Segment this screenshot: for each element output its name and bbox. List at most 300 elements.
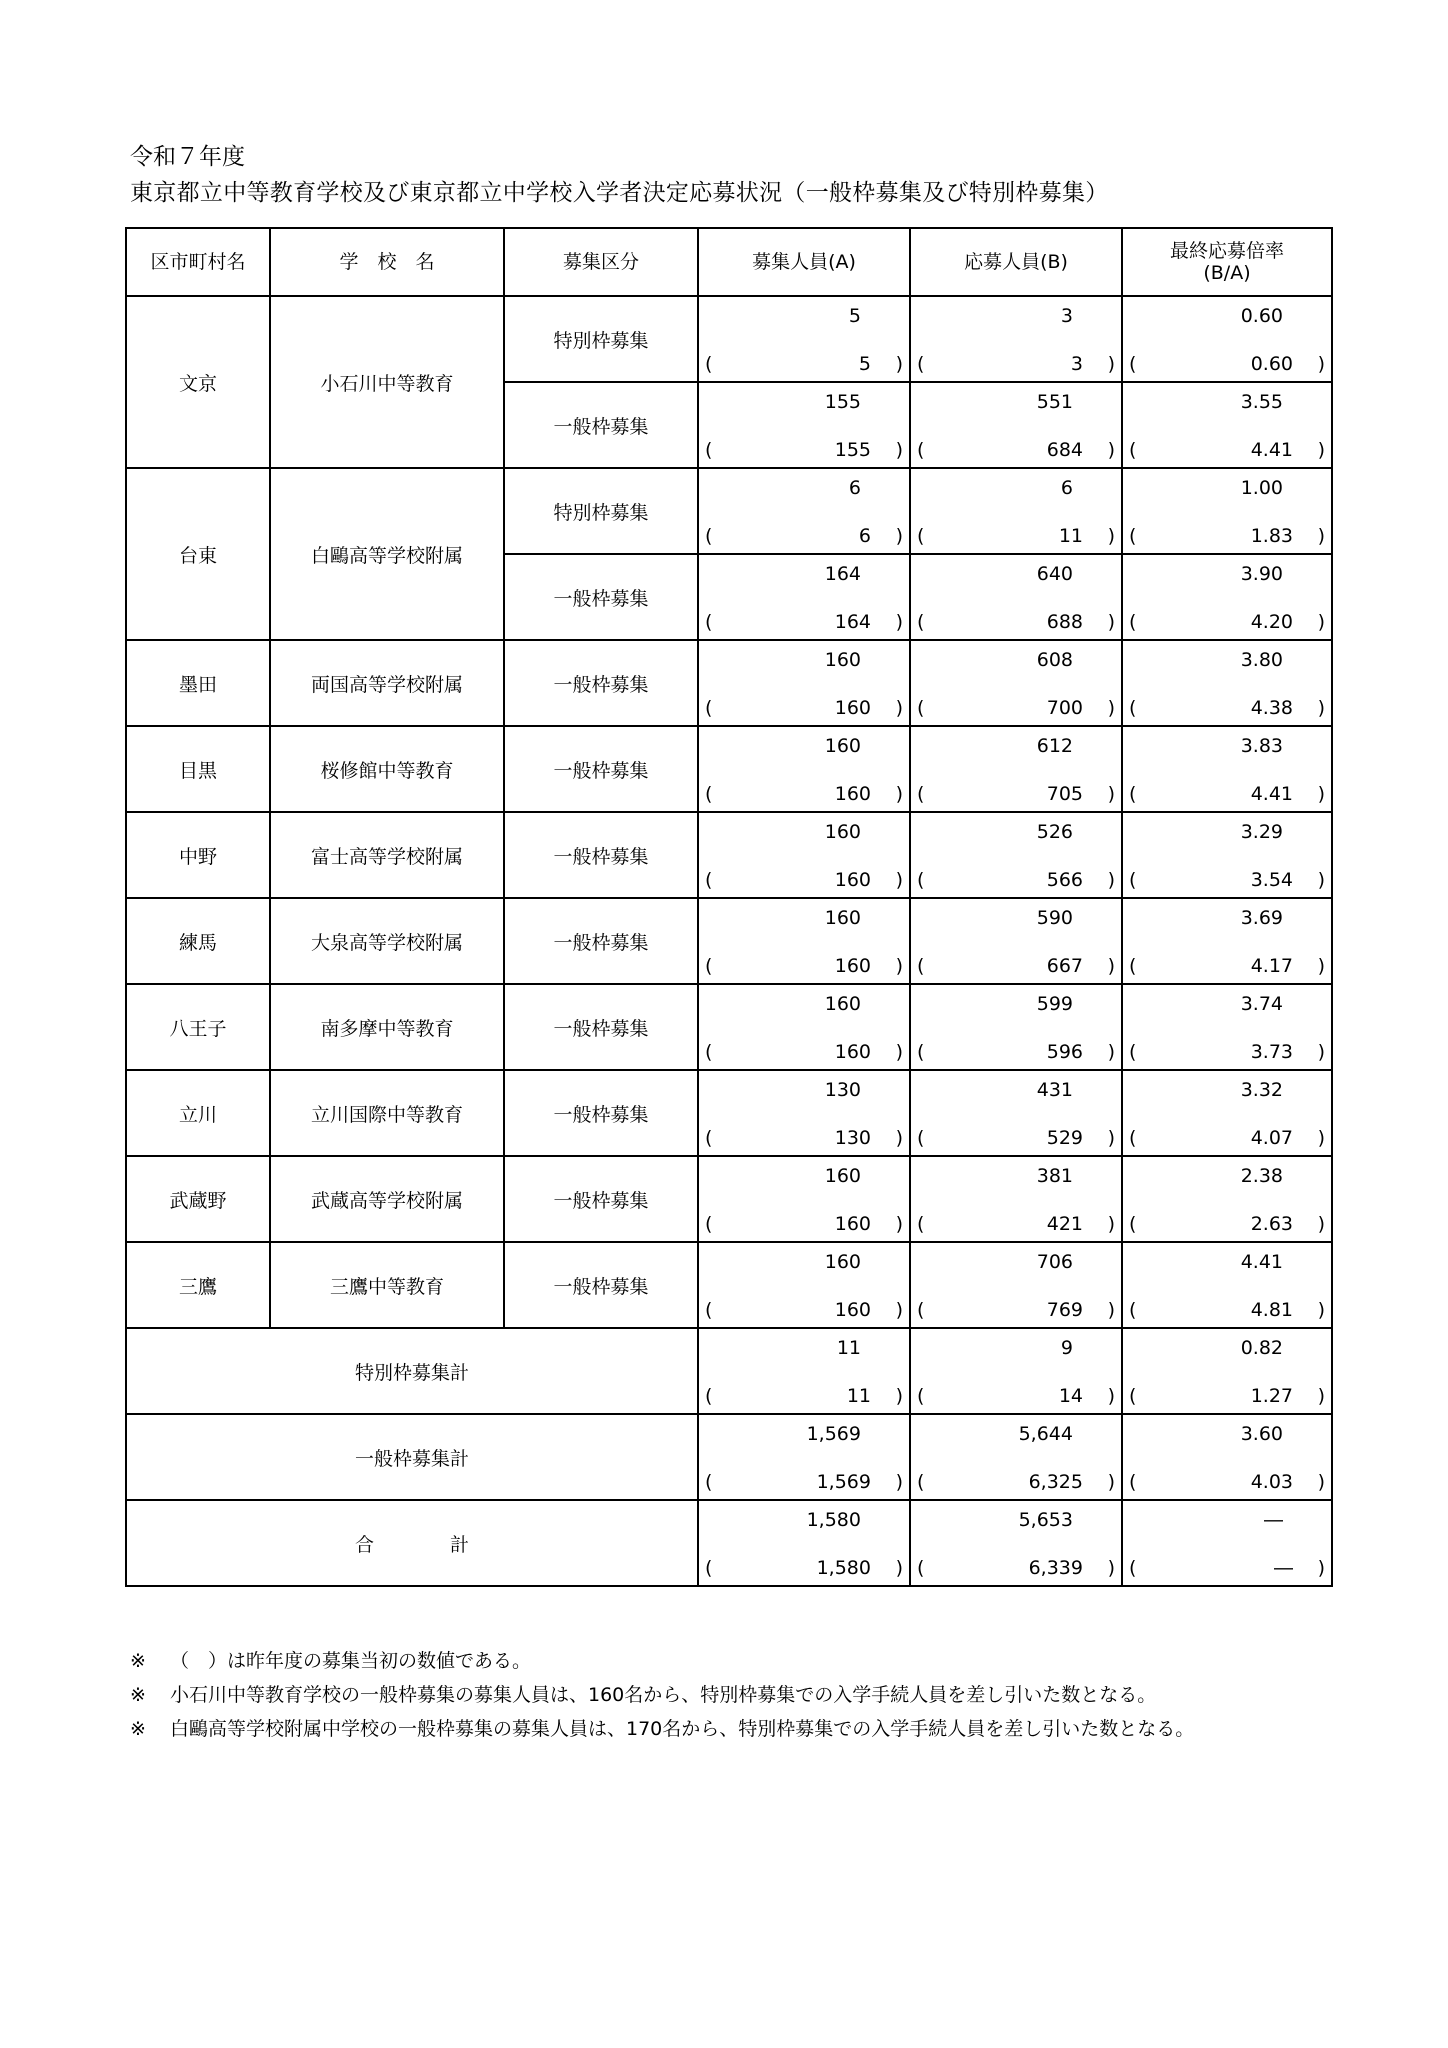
ratio-cell-value: 2.38	[1240, 1165, 1283, 1187]
ratio-cell-value: 1.00	[1240, 477, 1283, 499]
ratio-cell-previous	[1129, 693, 1325, 719]
paren-close: )	[895, 439, 903, 461]
recruit-cell-value: 160	[824, 821, 861, 843]
recruit-cell-previous-value: 5	[858, 353, 871, 375]
paren-open: (	[705, 783, 713, 805]
recruit-cell-previous-value: 160	[834, 1041, 871, 1063]
header-row	[126, 228, 1332, 296]
recruit-cell-value: 130	[824, 1079, 861, 1101]
paren-close: )	[1107, 1299, 1115, 1321]
recruit-cell-value: 160	[824, 907, 861, 929]
paren-close: )	[1107, 1385, 1115, 1407]
total-recruit-cell-previous-value: 1,569	[816, 1471, 871, 1493]
header-ratio	[1122, 228, 1332, 296]
recruit-cell	[698, 640, 910, 726]
applicants-cell	[910, 812, 1122, 898]
applicants-cell-previous-value: 684	[1046, 439, 1083, 461]
applicants-cell-previous	[917, 693, 1115, 719]
recruit-cell-previous	[705, 607, 903, 633]
recruit-cell-previous-value: 6	[858, 525, 871, 547]
recruit-cell-previous	[705, 779, 903, 805]
total-recruit-cell-value: 1,580	[806, 1509, 861, 1531]
recruit-cell-previous-value: 160	[834, 783, 871, 805]
ratio-cell-previous	[1129, 1037, 1325, 1063]
total-applicants-cell-previous	[917, 1553, 1115, 1579]
total-ratio-cell-previous-value: ―	[1274, 1557, 1293, 1579]
applicants-cell-value: 431	[1036, 1079, 1073, 1101]
school-cell: 立川国際中等教育	[270, 1070, 504, 1156]
school-cell: 両国高等学校附属	[270, 640, 504, 726]
paren-close: )	[895, 1557, 903, 1579]
applicants-cell-value: 599	[1036, 993, 1073, 1015]
total-recruit-cell-previous	[705, 1381, 903, 1407]
paren-close: )	[1317, 1127, 1325, 1149]
paren-close: )	[1107, 439, 1115, 461]
table-row	[126, 296, 1332, 382]
header-school: 学 校 名	[270, 228, 504, 296]
paren-close: )	[1107, 869, 1115, 891]
ratio-cell-previous	[1129, 779, 1325, 805]
paren-open: (	[917, 1471, 925, 1493]
paren-open: (	[917, 1557, 925, 1579]
applicants-cell-previous-value: 667	[1046, 955, 1083, 977]
table-row	[126, 898, 1332, 984]
ratio-cell	[1122, 1156, 1332, 1242]
paren-close: )	[1317, 525, 1325, 547]
paren-close: )	[1317, 869, 1325, 891]
paren-open: (	[1129, 955, 1137, 977]
paren-close: )	[1317, 1213, 1325, 1235]
total-applicants-cell-value: 5,653	[1018, 1509, 1073, 1531]
recruit-cell-previous	[705, 1209, 903, 1235]
ratio-cell	[1122, 382, 1332, 468]
total-row	[126, 1414, 1332, 1500]
category-cell: 一般枠募集	[504, 812, 698, 898]
applicants-cell-previous	[917, 521, 1115, 547]
paren-open: (	[917, 955, 925, 977]
total-applicants-cell-previous-value: 6,325	[1028, 1471, 1083, 1493]
recruit-cell	[698, 468, 910, 554]
total-ratio-cell-previous	[1129, 1467, 1325, 1493]
paren-open: (	[705, 525, 713, 547]
ratio-cell-value: 3.29	[1240, 821, 1283, 843]
category-cell: 一般枠募集	[504, 1070, 698, 1156]
paren-close: )	[1317, 783, 1325, 805]
paren-open: (	[1129, 611, 1137, 633]
category-cell: 特別枠募集	[504, 296, 698, 382]
paren-close: )	[1317, 697, 1325, 719]
table-row	[126, 1156, 1332, 1242]
applicants-cell-previous	[917, 951, 1115, 977]
header-category: 募集区分	[504, 228, 698, 296]
paren-open: (	[1129, 1041, 1137, 1063]
paren-close: )	[895, 1299, 903, 1321]
applicants-cell-previous-value: 596	[1046, 1041, 1083, 1063]
paren-open: (	[1129, 1127, 1137, 1149]
paren-open: (	[1129, 783, 1137, 805]
district-cell: 練馬	[126, 898, 270, 984]
category-cell: 一般枠募集	[504, 898, 698, 984]
total-ratio-cell-value: 3.60	[1240, 1423, 1283, 1445]
ratio-cell-value: 0.60	[1240, 305, 1283, 327]
paren-close: )	[1317, 1299, 1325, 1321]
applicants-cell-previous-value: 421	[1046, 1213, 1083, 1235]
recruit-cell-previous-value: 155	[834, 439, 871, 461]
district-cell: 武蔵野	[126, 1156, 270, 1242]
paren-close: )	[1317, 1471, 1325, 1493]
total-label: 一般枠募集計	[126, 1414, 698, 1500]
applicants-cell-previous	[917, 1037, 1115, 1063]
ratio-cell	[1122, 296, 1332, 382]
recruit-cell-previous-value: 160	[834, 955, 871, 977]
paren-open: (	[705, 1213, 713, 1235]
paren-close: )	[895, 783, 903, 805]
ratio-cell	[1122, 984, 1332, 1070]
recruit-cell	[698, 1070, 910, 1156]
recruit-cell-value: 160	[824, 993, 861, 1015]
recruit-cell-value: 160	[824, 1165, 861, 1187]
recruit-cell-previous	[705, 1037, 903, 1063]
recruit-cell	[698, 984, 910, 1070]
ratio-cell-previous-value: 0.60	[1250, 353, 1293, 375]
recruit-cell-value: 5	[848, 305, 861, 327]
paren-open: (	[1129, 353, 1137, 375]
paren-open: (	[705, 697, 713, 719]
paren-open: (	[917, 1127, 925, 1149]
category-cell: 一般枠募集	[504, 554, 698, 640]
paren-close: )	[895, 611, 903, 633]
recruit-cell-previous-value: 160	[834, 697, 871, 719]
ratio-cell-previous-value: 4.41	[1250, 783, 1293, 805]
paren-open: (	[1129, 439, 1137, 461]
note-mark: ※	[130, 1684, 146, 1706]
total-recruit-cell	[698, 1500, 910, 1586]
recruit-cell	[698, 898, 910, 984]
applicants-cell-value: 551	[1036, 391, 1073, 413]
paren-open: (	[705, 1041, 713, 1063]
ratio-cell	[1122, 1070, 1332, 1156]
paren-open: (	[1129, 1299, 1137, 1321]
recruit-cell-value: 164	[824, 563, 861, 585]
ratio-cell-previous-value: 4.17	[1250, 955, 1293, 977]
table-row	[126, 1242, 1332, 1328]
paren-close: )	[895, 1385, 903, 1407]
total-recruit-cell-value: 11	[836, 1337, 861, 1359]
ratio-cell	[1122, 726, 1332, 812]
recruit-cell	[698, 554, 910, 640]
recruit-cell	[698, 1242, 910, 1328]
applicants-cell	[910, 296, 1122, 382]
recruit-cell-value: 6	[848, 477, 861, 499]
applicants-cell	[910, 1070, 1122, 1156]
paren-close: )	[1317, 353, 1325, 375]
header-ratio-line1: 最終応募倍率	[1169, 240, 1284, 262]
applicants-cell-previous-value: 705	[1046, 783, 1083, 805]
table-row	[126, 984, 1332, 1070]
school-cell: 桜修館中等教育	[270, 726, 504, 812]
total-row	[126, 1328, 1332, 1414]
paren-close: )	[1317, 1041, 1325, 1063]
header-recruit: 募集人員(A)	[698, 228, 910, 296]
ratio-cell-previous-value: 4.41	[1250, 439, 1293, 461]
recruit-cell-previous-value: 160	[834, 1299, 871, 1321]
applicants-cell-previous-value: 688	[1046, 611, 1083, 633]
category-cell: 一般枠募集	[504, 1242, 698, 1328]
paren-close: )	[1107, 955, 1115, 977]
recruit-cell-previous	[705, 693, 903, 719]
paren-open: (	[917, 783, 925, 805]
recruit-cell-previous	[705, 1295, 903, 1321]
recruit-cell	[698, 812, 910, 898]
total-applicants-cell	[910, 1414, 1122, 1500]
paren-close: )	[1107, 697, 1115, 719]
applicants-cell-previous-value: 700	[1046, 697, 1083, 719]
applicants-cell-value: 381	[1036, 1165, 1073, 1187]
applicants-cell	[910, 726, 1122, 812]
paren-close: )	[1107, 1471, 1115, 1493]
header-district: 区市町村名	[126, 228, 270, 296]
paren-close: )	[895, 525, 903, 547]
paren-open: (	[1129, 1471, 1137, 1493]
total-ratio-cell-previous	[1129, 1553, 1325, 1579]
total-applicants-cell	[910, 1500, 1122, 1586]
paren-close: )	[1107, 353, 1115, 375]
paren-open: (	[917, 1041, 925, 1063]
paren-open: (	[1129, 697, 1137, 719]
applicants-cell-previous-value: 769	[1046, 1299, 1083, 1321]
ratio-cell	[1122, 554, 1332, 640]
ratio-cell-previous-value: 3.54	[1250, 869, 1293, 891]
ratio-cell-previous	[1129, 1295, 1325, 1321]
recruit-cell-previous-value: 130	[834, 1127, 871, 1149]
paren-open: (	[917, 353, 925, 375]
ratio-cell-previous	[1129, 1123, 1325, 1149]
ratio-cell-previous-value: 4.81	[1250, 1299, 1293, 1321]
ratio-cell-previous	[1129, 607, 1325, 633]
total-ratio-cell	[1122, 1414, 1332, 1500]
paren-close: )	[1107, 1557, 1115, 1579]
applicants-cell	[910, 1156, 1122, 1242]
total-applicants-cell-previous-value: 6,339	[1028, 1557, 1083, 1579]
applicants-cell-value: 706	[1036, 1251, 1073, 1273]
applicants-cell	[910, 898, 1122, 984]
ratio-cell-previous-value: 1.83	[1250, 525, 1293, 547]
ratio-cell	[1122, 812, 1332, 898]
footnotes	[130, 1644, 1194, 1746]
paren-open: (	[705, 1299, 713, 1321]
total-recruit-cell-previous-value: 1,580	[816, 1557, 871, 1579]
recruit-cell-value: 160	[824, 649, 861, 671]
paren-close: )	[1107, 783, 1115, 805]
category-cell: 一般枠募集	[504, 984, 698, 1070]
total-applicants-cell-previous	[917, 1381, 1115, 1407]
paren-close: )	[1317, 611, 1325, 633]
school-cell: 武蔵高等学校附属	[270, 1156, 504, 1242]
district-cell: 台東	[126, 468, 270, 640]
paren-open: (	[917, 697, 925, 719]
district-cell: 立川	[126, 1070, 270, 1156]
total-ratio-cell-previous-value: 4.03	[1250, 1471, 1293, 1493]
applicants-cell	[910, 382, 1122, 468]
ratio-cell	[1122, 898, 1332, 984]
recruit-cell	[698, 726, 910, 812]
category-cell: 一般枠募集	[504, 726, 698, 812]
applicants-cell-previous	[917, 349, 1115, 375]
applicants-cell	[910, 468, 1122, 554]
district-cell: 三鷹	[126, 1242, 270, 1328]
applicants-cell-value: 6	[1060, 477, 1073, 499]
paren-close: )	[1107, 1127, 1115, 1149]
paren-open: (	[705, 1385, 713, 1407]
applicants-cell-previous	[917, 1209, 1115, 1235]
ratio-cell-previous-value: 4.07	[1250, 1127, 1293, 1149]
ratio-cell-value: 3.83	[1240, 735, 1283, 757]
paren-open: (	[1129, 1213, 1137, 1235]
district-cell: 文京	[126, 296, 270, 468]
paren-open: (	[705, 955, 713, 977]
paren-close: )	[1317, 955, 1325, 977]
total-ratio-cell	[1122, 1328, 1332, 1414]
paren-open: (	[1129, 525, 1137, 547]
ratio-cell-value: 3.90	[1240, 563, 1283, 585]
paren-open: (	[705, 1557, 713, 1579]
paren-close: )	[1107, 1213, 1115, 1235]
category-cell: 特別枠募集	[504, 468, 698, 554]
note-text: 白鷗高等学校附属中学校の一般枠募集の募集人員は、170名から、特別枠募集での入学手続人員を差し引いた数となる。	[170, 1718, 1195, 1740]
paren-open: (	[1129, 1385, 1137, 1407]
table-row	[126, 1070, 1332, 1156]
paren-open: (	[705, 353, 713, 375]
total-recruit-cell-previous	[705, 1553, 903, 1579]
document-year: 令和７年度	[130, 144, 245, 170]
applicants-cell-value: 526	[1036, 821, 1073, 843]
paren-open: (	[705, 611, 713, 633]
paren-close: )	[895, 955, 903, 977]
footnote	[130, 1712, 1194, 1746]
paren-close: )	[1107, 1041, 1115, 1063]
recruit-cell-previous-value: 160	[834, 1213, 871, 1235]
applicants-cell-previous	[917, 435, 1115, 461]
paren-close: )	[895, 353, 903, 375]
paren-open: (	[917, 611, 925, 633]
total-row	[126, 1500, 1332, 1586]
district-cell: 中野	[126, 812, 270, 898]
applicants-cell	[910, 984, 1122, 1070]
applicants-cell-value: 3	[1060, 305, 1073, 327]
table-row	[126, 726, 1332, 812]
total-ratio-cell	[1122, 1500, 1332, 1586]
paren-open: (	[917, 439, 925, 461]
ratio-cell-previous-value: 4.38	[1250, 697, 1293, 719]
paren-close: )	[895, 869, 903, 891]
paren-close: )	[895, 1127, 903, 1149]
recruit-cell-previous	[705, 349, 903, 375]
school-cell: 白鷗高等学校附属	[270, 468, 504, 640]
district-cell: 目黒	[126, 726, 270, 812]
paren-close: )	[1317, 1385, 1325, 1407]
table-row	[126, 640, 1332, 726]
paren-close: )	[1317, 439, 1325, 461]
ratio-cell-value: 4.41	[1240, 1251, 1283, 1273]
total-applicants-cell-previous	[917, 1467, 1115, 1493]
total-applicants-cell	[910, 1328, 1122, 1414]
paren-open: (	[705, 1127, 713, 1149]
school-cell: 大泉高等学校附属	[270, 898, 504, 984]
total-applicants-cell-value: 5,644	[1018, 1423, 1073, 1445]
paren-close: )	[1107, 525, 1115, 547]
paren-open: (	[917, 869, 925, 891]
ratio-cell-previous	[1129, 1209, 1325, 1235]
ratio-cell-previous	[1129, 435, 1325, 461]
table-row	[126, 468, 1332, 554]
paren-close: )	[1317, 1557, 1325, 1579]
school-cell: 南多摩中等教育	[270, 984, 504, 1070]
recruit-cell-value: 160	[824, 735, 861, 757]
category-cell: 一般枠募集	[504, 382, 698, 468]
total-ratio-cell-previous	[1129, 1381, 1325, 1407]
recruit-cell-previous-value: 164	[834, 611, 871, 633]
category-cell: 一般枠募集	[504, 1156, 698, 1242]
paren-open: (	[1129, 1557, 1137, 1579]
total-recruit-cell-previous-value: 11	[846, 1385, 871, 1407]
note-text: （ ）は昨年度の募集当初の数値である。	[170, 1650, 532, 1672]
ratio-cell-previous	[1129, 865, 1325, 891]
total-applicants-cell-previous-value: 14	[1058, 1385, 1083, 1407]
paren-open: (	[917, 525, 925, 547]
paren-open: (	[705, 869, 713, 891]
footnote	[130, 1644, 1194, 1678]
note-mark: ※	[130, 1650, 146, 1672]
ratio-cell-previous-value: 3.73	[1250, 1041, 1293, 1063]
paren-close: )	[895, 697, 903, 719]
applicants-cell-previous	[917, 779, 1115, 805]
recruit-cell	[698, 296, 910, 382]
total-recruit-cell	[698, 1414, 910, 1500]
applicants-cell-value: 640	[1036, 563, 1073, 585]
ratio-cell-value: 3.32	[1240, 1079, 1283, 1101]
paren-open: (	[705, 1471, 713, 1493]
applicants-cell	[910, 640, 1122, 726]
ratio-cell	[1122, 1242, 1332, 1328]
recruit-cell-previous	[705, 1123, 903, 1149]
district-cell: 八王子	[126, 984, 270, 1070]
ratio-cell-value: 3.55	[1240, 391, 1283, 413]
school-cell: 小石川中等教育	[270, 296, 504, 468]
school-cell: 富士高等学校附属	[270, 812, 504, 898]
total-recruit-cell-value: 1,569	[806, 1423, 861, 1445]
recruit-cell-previous	[705, 951, 903, 977]
recruit-cell-value: 160	[824, 1251, 861, 1273]
applicants-cell-previous	[917, 1123, 1115, 1149]
total-ratio-cell-value: ―	[1264, 1509, 1283, 1531]
recruit-cell	[698, 382, 910, 468]
category-cell: 一般枠募集	[504, 640, 698, 726]
ratio-cell-previous-value: 4.20	[1250, 611, 1293, 633]
applicants-cell-value: 608	[1036, 649, 1073, 671]
applicants-cell-previous-value: 529	[1046, 1127, 1083, 1149]
applicants-cell	[910, 1242, 1122, 1328]
total-applicants-cell-value: 9	[1060, 1337, 1073, 1359]
total-label: 合 計	[126, 1500, 698, 1586]
district-cell: 墨田	[126, 640, 270, 726]
paren-open: (	[1129, 869, 1137, 891]
ratio-cell	[1122, 468, 1332, 554]
ratio-cell-previous	[1129, 521, 1325, 547]
header-ratio-line2: (B/A)	[1203, 262, 1251, 284]
header-applicants: 応募人員(B)	[910, 228, 1122, 296]
recruit-cell	[698, 1156, 910, 1242]
recruit-cell-previous	[705, 865, 903, 891]
